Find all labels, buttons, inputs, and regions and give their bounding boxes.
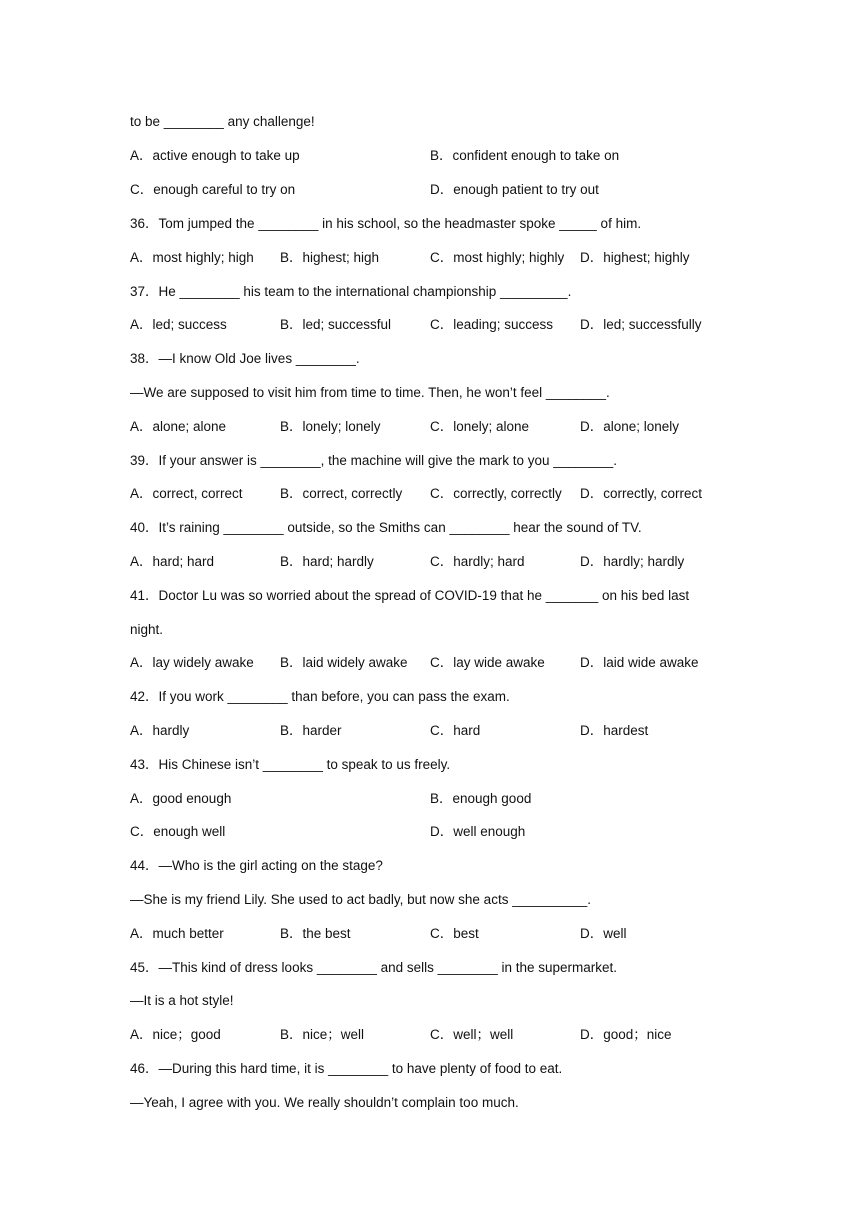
- option-b: B．lonely; lonely: [280, 419, 381, 434]
- options-row: [130, 654, 760, 672]
- option-d: D．well: [580, 926, 627, 941]
- question-text: —We are supposed to visit him from time to time. Then, he won’t feel ________.: [130, 385, 610, 400]
- option-a: A．much better: [130, 926, 224, 941]
- option-c: C．enough careful to try on: [130, 182, 296, 197]
- options-row: [130, 316, 760, 334]
- option-b: B．led; successful: [280, 317, 392, 332]
- option-d: D．laid wide awake: [580, 655, 699, 670]
- option-b: B．nice；well: [280, 1027, 365, 1042]
- option-a: A．good enough: [130, 791, 232, 806]
- option-c: C．hardly; hard: [430, 554, 525, 569]
- options-row: [130, 249, 760, 267]
- option-c: C．best: [430, 926, 479, 941]
- question-text: night.: [130, 622, 164, 637]
- option-a: A．most highly; high: [130, 250, 254, 265]
- question-text: —It is a hot style!: [130, 993, 234, 1008]
- option-d: D．hardly; hardly: [580, 554, 685, 569]
- option-d: D．alone; lonely: [580, 419, 680, 434]
- option-d: D．hardest: [580, 723, 649, 738]
- options-row: [130, 1026, 760, 1044]
- option-d: D．well enough: [430, 824, 526, 839]
- option-d: D．highest; highly: [580, 250, 690, 265]
- options-row: [130, 823, 760, 841]
- options-row: [130, 147, 760, 165]
- option-c: C．lonely; alone: [430, 419, 530, 434]
- option-a: A．alone; alone: [130, 419, 227, 434]
- option-a: A．nice；good: [130, 1027, 221, 1042]
- options-row: [130, 181, 760, 199]
- question-text: —She is my friend Lily. She used to act badly, but now she acts __________.: [130, 892, 592, 907]
- option-a: A．active enough to take up: [130, 148, 300, 163]
- question-38: 38．—I know Old Joe lives ________.: [130, 351, 360, 366]
- option-d: D．correctly, correct: [580, 486, 703, 501]
- option-a: A．led; success: [130, 317, 227, 332]
- option-b: B．harder: [280, 723, 342, 738]
- option-b: B．correct, correctly: [280, 486, 403, 501]
- question-text: —Yeah, I agree with you. We really shouldn’t complain too much.: [130, 1095, 519, 1110]
- options-row: [130, 553, 760, 571]
- option-a: A．hard; hard: [130, 554, 215, 569]
- option-b: B．the best: [280, 926, 351, 941]
- option-a: A．correct, correct: [130, 486, 243, 501]
- question-36: 36．Tom jumped the ________ in his school, so the headmaster spoke _____ of him.: [130, 216, 642, 231]
- options-row: [130, 925, 760, 943]
- question-45: 45．—This kind of dress looks ________ and sells ________ in the supermarket.: [130, 960, 618, 975]
- question-44: 44．—Who is the girl acting on the stage?: [130, 858, 383, 873]
- question-40: 40．It’s raining ________ outside, so the Smiths can ________ hear the sound of TV.: [130, 520, 642, 535]
- question-41: 41．Doctor Lu was so worried about the spread of COVID-19 that he _______ on his bed last: [130, 588, 690, 603]
- options-row: [130, 790, 760, 808]
- option-c: C．hard: [430, 723, 481, 738]
- question-42: 42．If you work ________ than before, you can pass the exam.: [130, 689, 510, 704]
- question-43: 43．His Chinese isn’t ________ to speak to us freely.: [130, 757, 451, 772]
- option-c: C．well；well: [430, 1027, 514, 1042]
- option-d: D．enough patient to try out: [430, 182, 599, 197]
- option-c: C．most highly; highly: [430, 250, 565, 265]
- question-text: to be ________ any challenge!: [130, 114, 315, 129]
- question-46: 46．—During this hard time, it is ________ to have plenty of food to eat.: [130, 1061, 563, 1076]
- option-a: A．hardly: [130, 723, 190, 738]
- options-row: [130, 418, 760, 436]
- option-b: B．highest; high: [280, 250, 380, 265]
- options-row: [130, 485, 760, 503]
- option-c: C．enough well: [130, 824, 226, 839]
- option-b: B．confident enough to take on: [430, 148, 620, 163]
- options-row: [130, 722, 760, 740]
- option-b: B．laid widely awake: [280, 655, 408, 670]
- question-39: 39．If your answer is ________, the machine will give the mark to you ________.: [130, 453, 618, 468]
- option-a: A．lay widely awake: [130, 655, 254, 670]
- option-b: B．enough good: [430, 791, 532, 806]
- option-c: C．correctly, correctly: [430, 486, 562, 501]
- option-c: C．leading; success: [430, 317, 554, 332]
- option-b: B．hard; hardly: [280, 554, 374, 569]
- question-37: 37．He ________ his team to the international championship _________.: [130, 284, 572, 299]
- option-d: D．good；nice: [580, 1027, 672, 1042]
- option-c: C．lay wide awake: [430, 655, 545, 670]
- option-d: D．led; successfully: [580, 317, 702, 332]
